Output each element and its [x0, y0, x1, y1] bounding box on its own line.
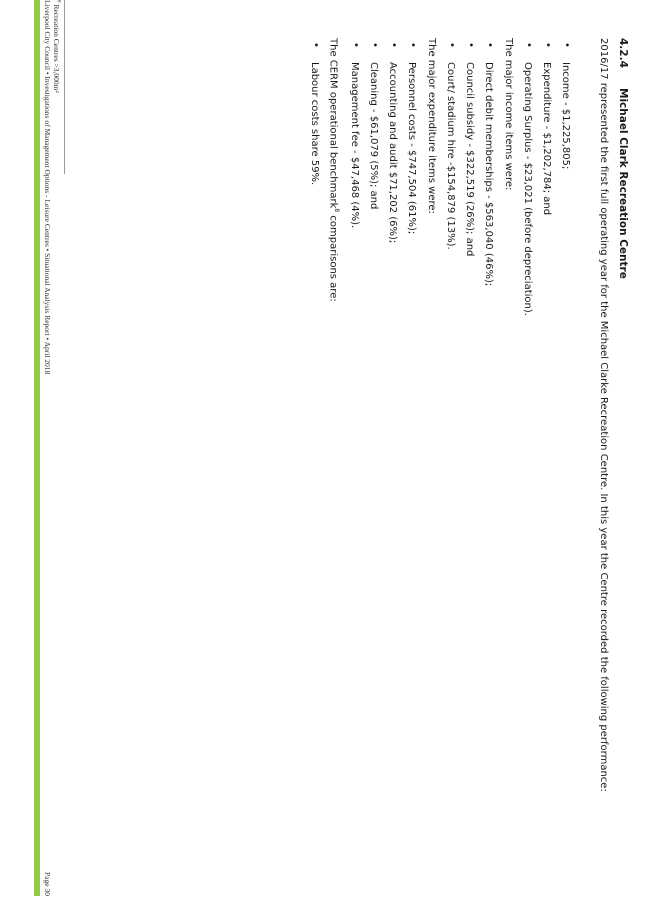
- bullet-icon: •: [561, 42, 572, 48]
- bullet-icon: •: [484, 42, 495, 48]
- bullet-icon: •: [407, 42, 418, 48]
- bullet-icon: •: [446, 42, 457, 48]
- bullet-icon: •: [523, 42, 534, 48]
- bullet-icon: •: [542, 42, 553, 48]
- footnote: $^8$ Recreation Centres >3,000m²: [52, 0, 61, 93]
- list-item: • Court/ stadium hire -$154,879 (13%).: [445, 42, 457, 250]
- list-item: • Council subsidy - $322,519 (26%); and: [464, 42, 476, 257]
- list-item: • Expenditure - $1,202,784; and: [541, 42, 553, 216]
- section-title: Michael Clark Recreation Centre: [617, 88, 629, 279]
- list-item: • Direct debit memberships - $563,040 (46%);: [483, 42, 495, 287]
- footnote-divider: [64, 0, 65, 174]
- list-item: • Personnel costs - $747,504 (61%);: [406, 42, 418, 235]
- footer-text: Liverpool City Council • Investigations of Management Options - Leisure Centres • Situational Analysis Report • April 2018: [43, 0, 52, 375]
- page-number: Page 30: [43, 872, 52, 896]
- list-item: • Accounting and audit $71,202 (6%);: [387, 42, 399, 244]
- bullet-icon: •: [350, 42, 361, 48]
- bullet-icon: •: [465, 42, 476, 48]
- intro-paragraph: 2016/17 represented the first full operating year for the Michael Clarke Recreation Centre. In this year the Centre recorded the following performance:: [598, 38, 609, 792]
- benchmark-heading: The CERM operational benchmark$^8$ comparisons are:: [327, 38, 340, 302]
- expenditure-heading: The major expenditure items were:: [426, 38, 437, 214]
- section-heading: [617, 38, 629, 888]
- bullet-icon: •: [388, 42, 399, 48]
- footnote-reference: 8: [333, 208, 340, 213]
- income-heading: The major income items were:: [503, 38, 514, 191]
- bullet-icon: •: [310, 42, 321, 48]
- list-item: • Cleaning - $61,079 (5%); and: [368, 42, 380, 210]
- list-item: • Management fee - $47,468 (4%).: [349, 42, 361, 229]
- section-number: 4.2.4: [617, 38, 629, 68]
- footer-accent-bar: [34, 0, 40, 896]
- list-item: • Operating Surplus - $23,021 (before depreciation).: [522, 42, 534, 316]
- list-item: • Income - $1,225,805;: [560, 42, 572, 170]
- bullet-icon: •: [369, 42, 380, 48]
- list-item: • Labour costs share 59%.: [309, 42, 321, 186]
